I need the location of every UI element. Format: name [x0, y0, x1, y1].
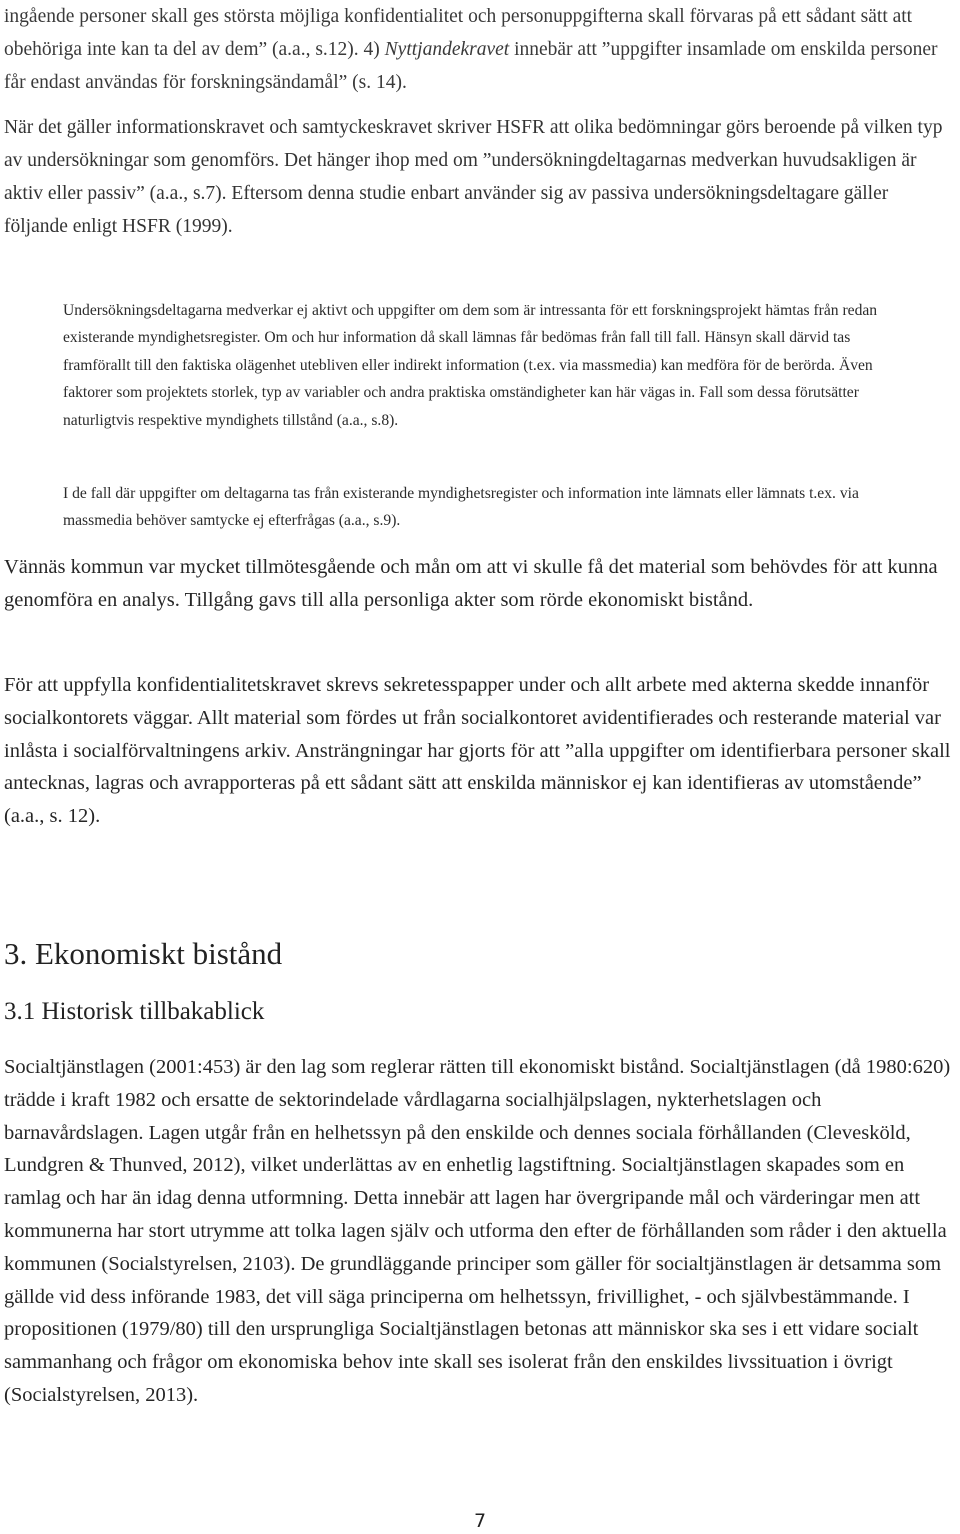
block-quote-passive-participants: Undersökningsdeltagarna medverkar ej aktivt och uppgifter om dem som är intressanta för ett forskningsprojekt hämtas från redan existerande myndighetsregister. Om och hur information då skall lämnas får bedömas från fall till fall. Hänsyn skall därvid tas framförallt till den faktiska olägenhet utebliven eller indirekt information (t.ex. via massmedia) kan medföra för de berörda. Även faktorer som projektets storlek, typ av variabler och andra praktiska omständigheter kan här vägas in. Fall som dessa förutsätter naturligtvis respektive myndighets tillstånd (a.a., s.8).	[63, 302, 878, 429]
intro-emphasis: Nyttjandekravet	[384, 39, 510, 60]
intro-text-part1: ingående personer skall ges största möjliga konfidentialitet och personuppgifterna skall förvaras på ett sådant sätt att obehöriga inte kan ta del av dem” (a.a., s.12). 4)	[4, 6, 913, 60]
requirements-paragraph: När det gäller informationskravet och samtyckeskravet skriver HSFR att olika bedömningar görs beroende på vilken typ av undersökningar som genomförs. Det hänger ihop med om ”undersökningdeltagarnas medverkan huvudsakligen är aktiv eller passiv” (a.a., s.7). Eftersom denna studie enbart använder sig av passiva undersökningsdeltagare gäller följande enligt HSFR (1999).	[4, 117, 943, 237]
section-heading: 3. Ekonomiskt bistånd	[4, 936, 283, 971]
confidentiality-paragraph: För att uppfylla konfidentialitetskravet skrevs sekretesspapper under och allt arbete med akterna skedde innanför socialkontorets väggar. Allt material som fördes ut från socialkontoret avidentifierades och resterande material var inlåsta i socialförvaltningens arkiv. Ansträngningar har gjorts för att ”alla uppgifter om identifierbara personer skall antecknas, lagras och avrapporteras på ett sådant sätt att enskilda människor ej kan identifieras av utomstående” (a.a., s. 12).	[4, 674, 951, 828]
history-paragraph: Socialtjänstlagen (2001:453) är den lag som reglerar rätten till ekonomiskt bistånd. Socialtjänstlagen (då 1980:620) trädde i kraft 1982 och ersatte de sektorindelade vårdlagarna socialhjälpslagen, nykterhetslagen och barnavårdslagen. Lagen utgår från en helhetssyn på den enskilde och dennes sociala förhållanden (Clevesköld, Lundgren & Thunved, 2012), vilket underlättas av en enhetlig lagstiftning. Socialtjänstlagen skapades som en ramlag och har än idag denna utformning. Detta innebär att lagen har övergripande mål och värderingar men att kommunerna har stort utrymme att tolka lagen själv och utforma den efter de förhållanden som råder i den aktuella kommunen (Socialstyrelsen, 2103). De grundläggande principer som gäller för socialtjänstlagen är detsamma som gällde vid dess införande 1983, det vill säga principerna om helhetssyn, frivillighet, - och självbestämmande. I propositionen (1979/80) till den ursprungliga Socialtjänstlagen betonas att människor ska ses i ett vidare socialt sammanhang och frågor om ekonomiska behov inte skall ses isolerat från den enskildes livssituation i övrigt (Socialstyrelsen, 2013).	[4, 1056, 951, 1406]
block-quote-consent: I de fall där uppgifter om deltagarna tas från existerande myndighetsregister och information inte lämnats eller lämnats t.ex. via massmedia behöver samtycke ej efterfrågas (a.a., s.9).	[63, 485, 859, 530]
vannas-paragraph: Vännäs kommun var mycket tillmötesgående och mån om att vi skulle få det material som behövdes för att kunna genomföra en analys. Tillgång gavs till alla personliga akter som rörde ekonomiskt bistånd.	[4, 556, 938, 611]
intro-text-part2: innebär att ”uppgifter insamlade om enskilda personer får endast användas för forskningsändamål” (s. 14).	[4, 39, 938, 93]
page-number: 7	[473, 1510, 487, 1532]
intro-paragraph	[4, 0, 956, 99]
subsection-heading: 3.1 Historisk tillbakablick	[4, 998, 265, 1025]
